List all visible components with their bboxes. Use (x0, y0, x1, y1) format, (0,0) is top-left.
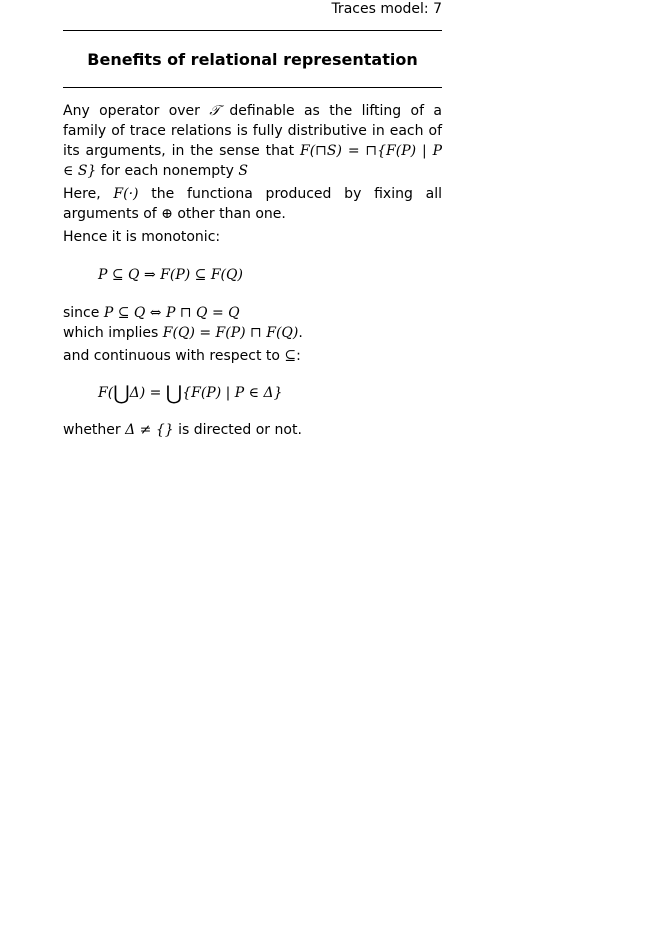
text: : (296, 348, 301, 364)
text: definable as the lifting of a family of trace relations is fully distributive in each of its arguments, in the sense that (63, 103, 442, 159)
text: which implies (63, 325, 163, 341)
big-union-symbol: ⋃ (113, 381, 130, 405)
math-implies: F(Q) = F(P) ⊓ F(Q) (162, 325, 299, 341)
top-rule (63, 30, 442, 31)
paragraph-continuous (63, 346, 442, 366)
math-distributivity: F(⊓S) = ⊓{F(P) | P ∈ S} (63, 143, 443, 179)
bottom-rule (63, 87, 442, 88)
body-text (63, 101, 442, 440)
section-title: Benefits of relational representation (87, 50, 418, 69)
math-delta-nonempty: Δ ≠ {} (125, 422, 174, 438)
paragraph-implies (63, 323, 442, 343)
running-header: Traces model: 7 (331, 1, 442, 17)
math-subseteq: ⊆ (284, 348, 297, 364)
text: Any operator over (63, 103, 210, 119)
paragraph-here (63, 184, 442, 224)
math-set-s: S (238, 163, 248, 179)
paragraph-since (63, 303, 442, 323)
text: Here, (63, 186, 114, 202)
text: other than one. (172, 206, 286, 222)
text: the functiona produced by fixing all arguments of (63, 186, 442, 222)
display-equation-monotonic: P ⊆ Q ⇒ F(P) ⊆ F(Q) (98, 267, 243, 283)
text: . (298, 325, 303, 341)
text: since (63, 305, 104, 321)
big-union-symbol: ⋃ (165, 381, 183, 405)
paragraph-distributive (63, 101, 442, 181)
math-function: F(·) (113, 186, 139, 202)
math-oplus: ⊕ (161, 206, 173, 222)
text: and continuous with respect to (63, 348, 285, 364)
text: for each nonempty (96, 163, 239, 179)
text: whether (63, 422, 126, 438)
text: is directed or not. (173, 422, 302, 438)
paragraph-monotonic: Hence it is monotonic: (63, 229, 221, 245)
display-equation-continuity: F(⋃Δ) = ⋃{F(P) | P ∈ Δ} (98, 381, 283, 405)
math-subset-iff: P ⊆ Q ⇔ P ⊓ Q = Q (103, 305, 240, 321)
paragraph-whether (63, 420, 442, 440)
math-trace-set: 𝒯 (209, 103, 221, 119)
